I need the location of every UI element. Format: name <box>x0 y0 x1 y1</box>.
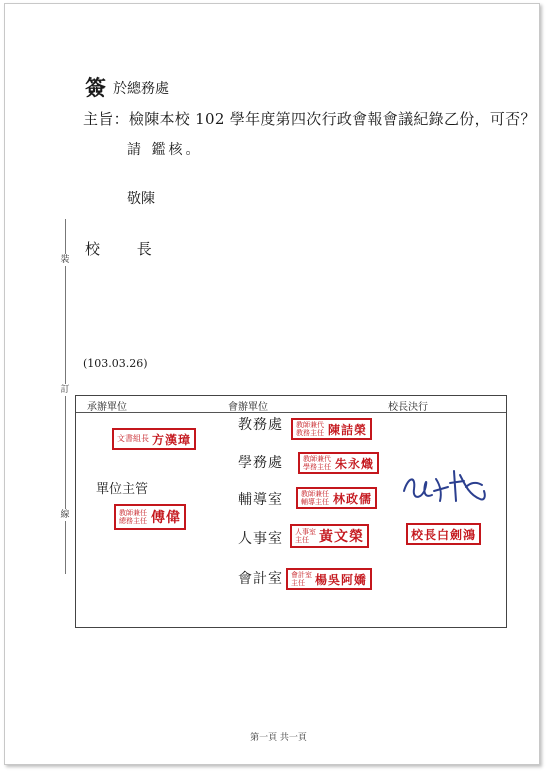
closing-line: 敬陳 <box>127 191 155 207</box>
page-number: 第一頁 共一頁 <box>250 733 307 743</box>
clerk-stamp: 文書組長 方漢璋 <box>112 428 196 450</box>
supervisor-stamp: 教師兼任總務主任 傅偉 <box>114 504 186 530</box>
principal-signature <box>396 461 492 509</box>
recipient: 於總務處 <box>113 81 169 97</box>
document-date: (103.03.26) <box>83 357 148 370</box>
office-label: 輔導室 <box>238 492 283 508</box>
signature-table <box>75 395 507 628</box>
office-stamp: 教師兼代教務主任 陳詰榮 <box>291 418 372 440</box>
office-stamp: 教師兼代學務主任 朱永熾 <box>298 452 379 474</box>
header-principal-decision: 校長決行 <box>388 402 428 413</box>
office-label: 會計室 <box>238 571 283 587</box>
office-stamp: 教師兼任輔導主任 林政儒 <box>296 487 377 509</box>
office-label: 教務處 <box>238 417 283 433</box>
request-line: 請 鑑核。 <box>127 142 203 158</box>
header-divider <box>76 412 506 413</box>
office-label: 學務處 <box>238 455 283 471</box>
binding-char: 訂 <box>57 384 73 396</box>
principal-line: 校 長 <box>85 240 168 258</box>
header-unit: 承辦單位 <box>87 402 127 413</box>
binding-char: 線 <box>57 509 73 521</box>
unit-supervisor-label: 單位主管 <box>96 482 149 497</box>
document-type: 簽 <box>85 75 106 100</box>
binding-char: 裝 <box>57 254 73 266</box>
principal-stamp: 校長白劍鴻 <box>406 523 481 545</box>
document-page <box>4 3 540 765</box>
subject-line: 主旨：檢陳本校 102 學年度第四次行政會報會議紀錄乙份，可否？ <box>83 110 536 128</box>
header-co-sign: 會辦單位 <box>228 402 268 413</box>
office-stamp: 會計室主任 楊吳阿嬌 <box>286 568 372 590</box>
office-stamp: 人事室主任 黃文榮 <box>290 524 369 548</box>
office-label: 人事室 <box>238 531 283 547</box>
